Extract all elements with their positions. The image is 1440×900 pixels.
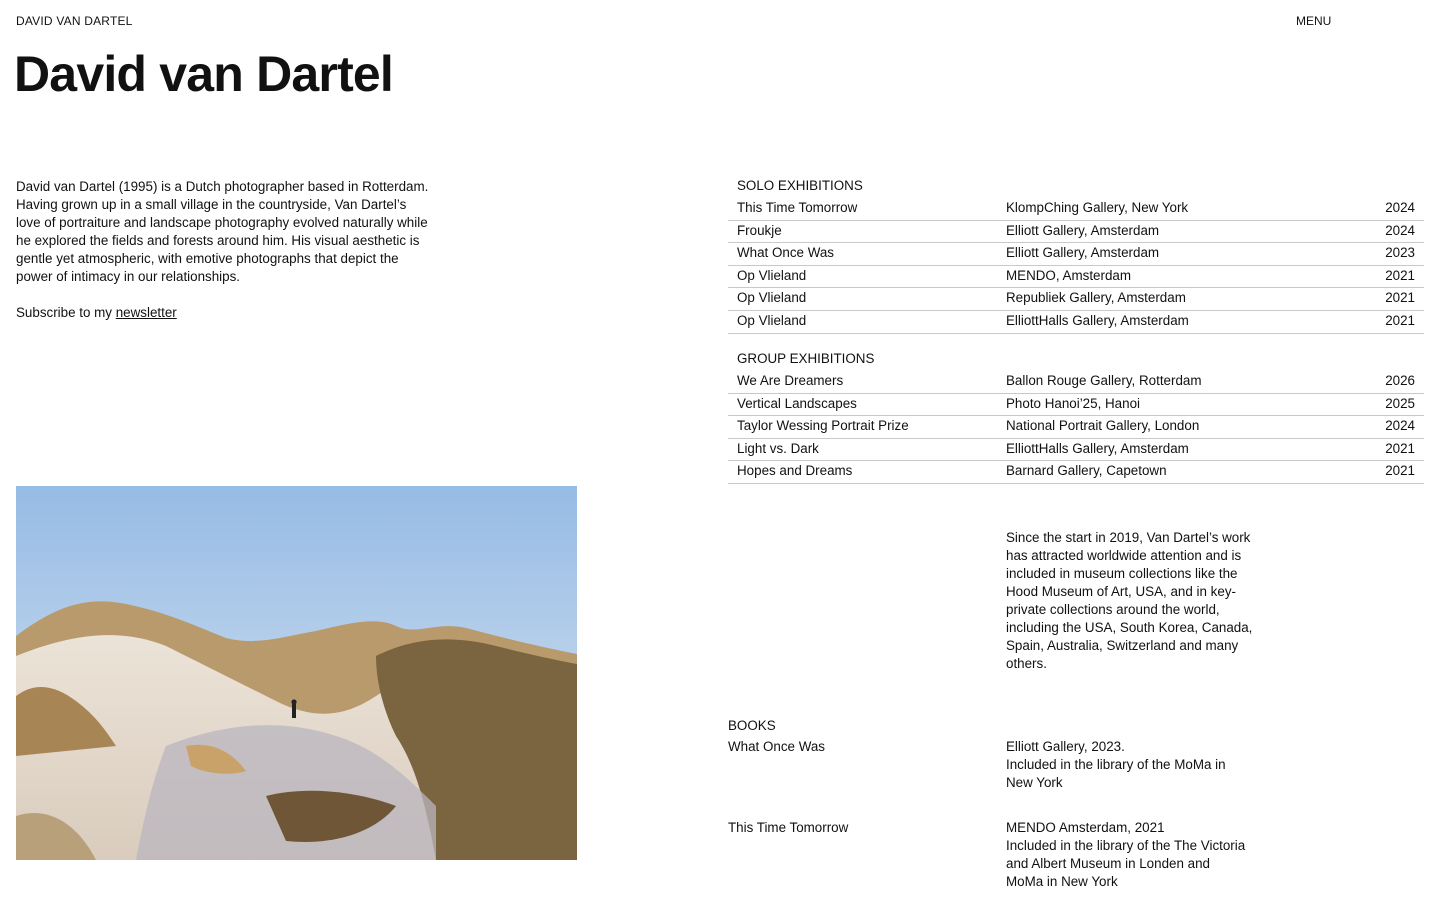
- exhibition-title: Hopes and Dreams: [737, 463, 853, 479]
- exhibition-venue: Elliott Gallery, Amsterdam: [1006, 222, 1160, 238]
- book-info: [1006, 819, 1246, 891]
- exhibition-year: 2021: [1385, 267, 1415, 283]
- exhibition-year: 2026: [1385, 373, 1415, 388]
- table-row: [728, 288, 1424, 311]
- group-exhibitions-heading: GROUP EXHIBITIONS: [737, 351, 875, 366]
- exhibition-venue: ElliottHalls Gallery, Amsterdam: [1006, 440, 1189, 456]
- menu-button[interactable]: MENU: [1296, 14, 1332, 28]
- book-title: What Once Was: [728, 739, 825, 754]
- table-row: [728, 311, 1424, 334]
- page-title: David van Dartel: [14, 46, 394, 102]
- solo-exhibitions-heading: SOLO EXHIBITIONS: [737, 178, 863, 193]
- newsletter-link[interactable]: newsletter: [115, 305, 177, 320]
- exhibition-year: 2021: [1385, 290, 1415, 306]
- exhibition-title: This Time Tomorrow: [737, 200, 858, 215]
- solo-exhibitions-table: [728, 198, 1424, 334]
- book-note: Included in the library of the MoMa in New York: [1006, 757, 1226, 790]
- collections-note: Since the start in 2019, Van Dartel’s work has attracted worldwide attention and is included in museum collections like the Hood Museum of Art, USA, and in key-private collections around the world, including the USA, South Korea, Canada, Spain, Australia, Switzerland and many others.: [1006, 530, 1253, 671]
- exhibition-venue: Barnard Gallery, Capetown: [1006, 463, 1167, 479]
- exhibition-title: What Once Was: [737, 245, 834, 261]
- exhibition-year: 2025: [1385, 395, 1415, 411]
- dune-landscape-photo: [16, 486, 577, 860]
- group-exhibitions-table: [728, 371, 1424, 484]
- exhibition-year: 2023: [1385, 245, 1415, 261]
- table-row: [728, 461, 1424, 484]
- table-row: [728, 198, 1424, 221]
- table-row: [728, 416, 1424, 439]
- table-row: [728, 439, 1424, 462]
- book-note: Included in the library of the The Victoria and Albert Museum in Londen and MoMa in New York: [1006, 838, 1246, 889]
- subscribe-prefix: Subscribe to my: [16, 305, 116, 320]
- exhibition-venue: Photo Hanoi’25, Hanoi: [1006, 395, 1140, 411]
- exhibition-title: Light vs. Dark: [737, 440, 819, 456]
- table-row: [728, 371, 1424, 394]
- subscribe-line: [16, 304, 177, 322]
- exhibition-title: Froukje: [737, 222, 782, 238]
- books-heading: BOOKS: [728, 718, 776, 733]
- book-publisher: MENDO Amsterdam, 2021: [1006, 820, 1165, 835]
- site-name[interactable]: DAVID VAN DARTEL: [16, 14, 133, 28]
- table-row: [728, 221, 1424, 244]
- exhibition-venue: National Portrait Gallery, London: [1006, 418, 1200, 434]
- exhibition-venue: Republiek Gallery, Amsterdam: [1006, 290, 1186, 306]
- table-row: [728, 266, 1424, 289]
- bio-text: David van Dartel (1995) is a Dutch photographer based in Rotterdam. Having grown up in a small village in the countryside, Van Dartel’s love of portraiture and landscape photography evolved naturally while he explored the fields and forests around him. His visual aesthetic is gentle yet atmospheric, with emotive photographs that depict the power of intimacy in our relationships.: [16, 179, 429, 284]
- exhibition-year: 2024: [1385, 418, 1415, 434]
- exhibition-venue: KlompChing Gallery, New York: [1006, 200, 1189, 215]
- exhibition-year: 2024: [1385, 200, 1415, 215]
- exhibition-title: Op Vlieland: [737, 267, 807, 283]
- table-row: [728, 394, 1424, 417]
- exhibition-title: Op Vlieland: [737, 312, 807, 328]
- exhibition-year: 2021: [1385, 312, 1415, 328]
- book-info: [1006, 738, 1246, 792]
- table-row: [728, 243, 1424, 266]
- exhibition-title: Taylor Wessing Portrait Prize: [737, 418, 909, 434]
- exhibition-title: Vertical Landscapes: [737, 395, 857, 411]
- exhibition-title: We Are Dreamers: [737, 373, 844, 388]
- exhibition-venue: Elliott Gallery, Amsterdam: [1006, 245, 1160, 261]
- exhibition-venue: Ballon Rouge Gallery, Rotterdam: [1006, 373, 1202, 388]
- exhibition-year: 2021: [1385, 440, 1415, 456]
- exhibition-venue: ElliottHalls Gallery, Amsterdam: [1006, 312, 1189, 328]
- exhibition-year: 2024: [1385, 222, 1415, 238]
- exhibition-year: 2021: [1385, 463, 1415, 479]
- exhibition-title: Op Vlieland: [737, 290, 807, 306]
- book-title: This Time Tomorrow: [728, 820, 849, 835]
- exhibition-venue: MENDO, Amsterdam: [1006, 267, 1132, 283]
- book-publisher: Elliott Gallery, 2023.: [1006, 739, 1125, 754]
